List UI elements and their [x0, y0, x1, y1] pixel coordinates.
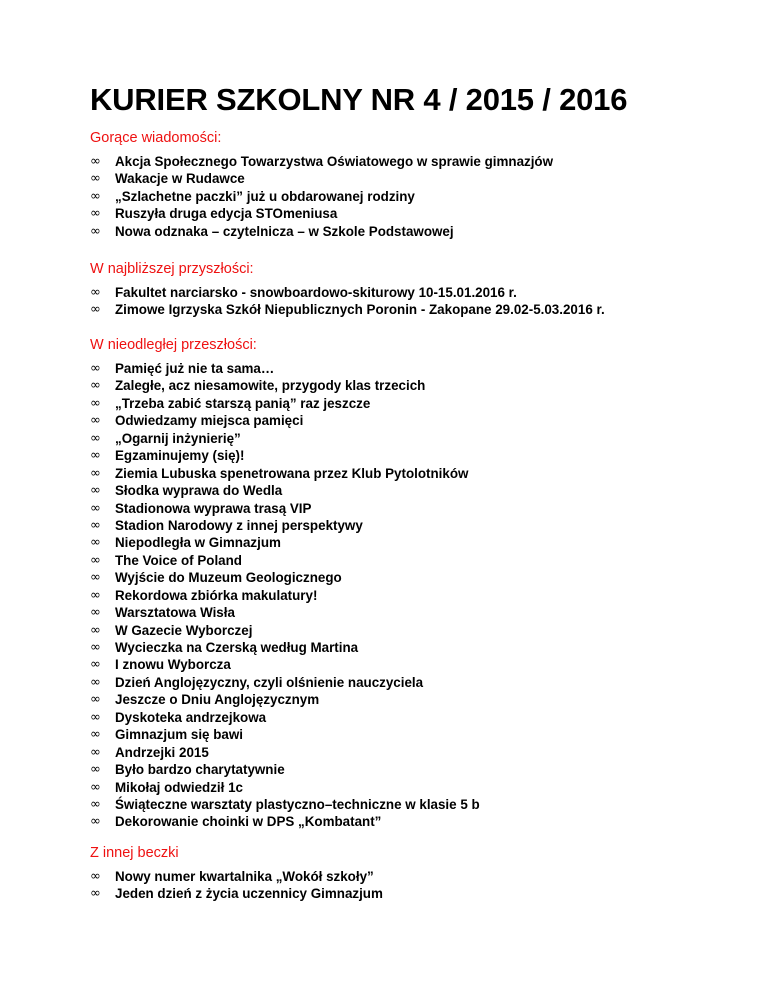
infinity-bullet-icon: ∞	[90, 188, 101, 204]
list-item	[90, 482, 480, 499]
list-upcoming	[90, 284, 605, 319]
list-item	[90, 726, 480, 743]
infinity-bullet-icon: ∞	[90, 465, 101, 481]
section-heading-recent-past: W nieodległej przeszłości:	[90, 337, 257, 353]
list-item-text: Warsztatowa Wisła	[115, 605, 235, 621]
infinity-bullet-icon: ∞	[90, 395, 101, 411]
infinity-bullet-icon: ∞	[90, 378, 101, 394]
infinity-bullet-icon: ∞	[90, 535, 101, 551]
list-item	[90, 360, 480, 377]
infinity-bullet-icon: ∞	[90, 413, 101, 429]
list-item-text: Gimnazjum się bawi	[115, 727, 243, 743]
list-item-text: Nowa odznaka – czytelnicza – w Szkole Podstawowej	[115, 223, 454, 239]
list-other	[90, 868, 383, 903]
list-item-text: Egzaminujemy (się)!	[115, 448, 245, 464]
list-item-text: Andrzejki 2015	[115, 744, 209, 760]
infinity-bullet-icon: ∞	[90, 361, 101, 376]
infinity-bullet-icon: ∞	[90, 223, 101, 239]
list-item-text: „Trzeba zabić starszą panią” raz jeszcze	[115, 395, 371, 411]
list-item	[90, 813, 480, 830]
infinity-bullet-icon: ∞	[90, 869, 101, 884]
list-item	[90, 744, 480, 761]
infinity-bullet-icon: ∞	[90, 552, 101, 568]
list-item	[90, 205, 553, 222]
list-item	[90, 301, 605, 318]
infinity-bullet-icon: ∞	[90, 302, 101, 318]
infinity-bullet-icon: ∞	[90, 674, 101, 690]
list-item	[90, 868, 383, 885]
list-item-text: Akcja Społecznego Towarzystwa Oświatowego w sprawie gimnazjów	[115, 154, 554, 169]
list-item-text: Wyjście do Muzeum Geologicznego	[115, 570, 342, 586]
list-item	[90, 779, 480, 796]
list-item-text: I znowu Wyborcza	[115, 657, 231, 673]
list-item	[90, 622, 480, 639]
list-item	[90, 430, 480, 447]
list-item-text: Pamięć już nie ta sama…	[115, 361, 275, 376]
list-item	[90, 153, 553, 170]
list-item	[90, 447, 480, 464]
infinity-bullet-icon: ∞	[90, 657, 101, 673]
list-item	[90, 639, 480, 656]
list-item-text: Ruszyła druga edycja STOmeniusa	[115, 206, 338, 222]
list-item-text: Dekorowanie choinki w DPS „Kombatant”	[115, 814, 382, 830]
section-heading-upcoming: W najbliższej przyszłości:	[90, 261, 254, 277]
list-item-text: Dzień Anglojęzyczny, czyli olśnienie nauczyciela	[115, 674, 424, 690]
list-item	[90, 569, 480, 586]
list-item-text: „Szlachetne paczki” już u obdarowanej rodziny	[115, 188, 415, 204]
list-item	[90, 188, 553, 205]
list-item	[90, 552, 480, 569]
list-item-text: Jeszcze o Dniu Anglojęzycznym	[115, 692, 320, 708]
list-item	[90, 587, 480, 604]
list-item	[90, 170, 553, 187]
list-item	[90, 395, 480, 412]
infinity-bullet-icon: ∞	[90, 605, 101, 621]
list-item-text: Zimowe Igrzyska Szkół Niepublicznych Poronin - Zakopane 29.02-5.03.2016 r.	[115, 302, 605, 318]
list-item-text: Rekordowa zbiórka makulatury!	[115, 587, 318, 603]
list-item-text: The Voice of Poland	[115, 552, 242, 568]
list-item	[90, 709, 480, 726]
list-item-text: Ziemia Lubuska spenetrowana przez Klub Pytolotników	[115, 465, 469, 481]
infinity-bullet-icon: ∞	[90, 448, 101, 464]
section-heading-hot-news: Gorące wiadomości:	[90, 130, 222, 146]
infinity-bullet-icon: ∞	[90, 727, 101, 743]
list-item	[90, 691, 480, 708]
list-item	[90, 223, 553, 240]
infinity-bullet-icon: ∞	[90, 692, 101, 708]
infinity-bullet-icon: ∞	[90, 709, 101, 725]
infinity-bullet-icon: ∞	[90, 886, 101, 902]
list-item-text: Fakultet narciarsko - snowboardowo-skiturowy 10-15.01.2016 r.	[115, 285, 517, 300]
list-item-text: Słodka wyprawa do Wedla	[115, 483, 283, 499]
list-item-text: Nowy numer kwartalnika „Wokół szkoły”	[115, 869, 374, 884]
list-item-text: Niepodległa w Gimnazjum	[115, 535, 281, 551]
list-item	[90, 465, 480, 482]
list-item	[90, 674, 480, 691]
infinity-bullet-icon: ∞	[90, 483, 101, 499]
list-item-text: Mikołaj odwiedził 1c	[115, 779, 243, 795]
list-item	[90, 412, 480, 429]
infinity-bullet-icon: ∞	[90, 744, 101, 760]
list-item-text: Stadion Narodowy z innej perspektywy	[115, 517, 363, 533]
page-title: KURIER SZKOLNY NR 4 / 2015 / 2016	[90, 82, 628, 117]
list-item	[90, 885, 383, 902]
infinity-bullet-icon: ∞	[90, 587, 101, 603]
list-item-text: Stadionowa wyprawa trasą VIP	[115, 500, 312, 516]
list-item-text: Było bardzo charytatywnie	[115, 762, 285, 778]
list-item-text: W Gazecie Wyborczej	[115, 622, 253, 638]
list-item	[90, 796, 480, 813]
infinity-bullet-icon: ∞	[90, 206, 101, 222]
infinity-bullet-icon: ∞	[90, 814, 101, 830]
section-heading-other: Z innej beczki	[90, 845, 179, 861]
infinity-bullet-icon: ∞	[90, 154, 101, 169]
list-item-text: Dyskoteka andrzejkowa	[115, 709, 267, 725]
list-item-text: Odwiedzamy miejsca pamięci	[115, 413, 304, 429]
infinity-bullet-icon: ∞	[90, 622, 101, 638]
list-item-text: Wycieczka na Czerską według Martina	[115, 640, 359, 655]
list-item-text: Wakacje w Rudawce	[115, 171, 245, 187]
infinity-bullet-icon: ∞	[90, 570, 101, 586]
list-recent-past	[90, 360, 480, 831]
list-item-text: Zaległe, acz niesamowite, przygody klas trzecich	[115, 378, 426, 394]
infinity-bullet-icon: ∞	[90, 500, 101, 516]
infinity-bullet-icon: ∞	[90, 762, 101, 778]
list-item	[90, 500, 480, 517]
list-item	[90, 761, 480, 778]
infinity-bullet-icon: ∞	[90, 640, 101, 655]
infinity-bullet-icon: ∞	[90, 796, 101, 812]
list-item	[90, 284, 605, 301]
infinity-bullet-icon: ∞	[90, 430, 101, 446]
list-item	[90, 534, 480, 551]
infinity-bullet-icon: ∞	[90, 171, 101, 187]
list-item	[90, 656, 480, 673]
infinity-bullet-icon: ∞	[90, 779, 101, 795]
infinity-bullet-icon: ∞	[90, 285, 101, 300]
list-item-text: Jeden dzień z życia uczennicy Gimnazjum	[115, 886, 383, 902]
list-item	[90, 517, 480, 534]
list-item	[90, 377, 480, 394]
list-item	[90, 604, 480, 621]
infinity-bullet-icon: ∞	[90, 517, 101, 533]
list-hot-news	[90, 153, 553, 240]
list-item-text: Świąteczne warsztaty plastyczno–techniczne w klasie 5 b	[115, 796, 480, 812]
list-item-text: „Ogarnij inżynierię”	[115, 430, 241, 446]
